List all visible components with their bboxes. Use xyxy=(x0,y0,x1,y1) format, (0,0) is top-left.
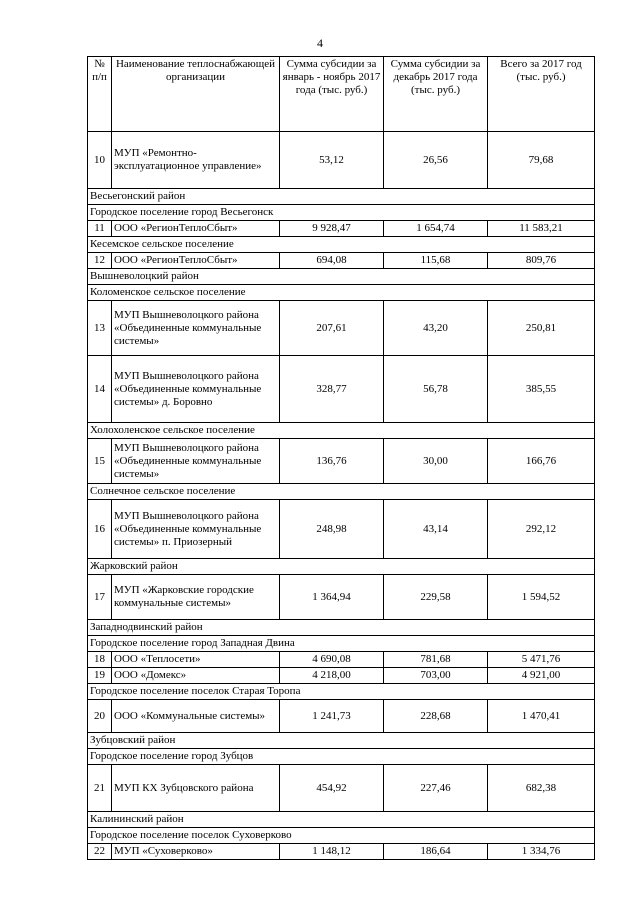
row-number: 19 xyxy=(88,668,112,684)
page-number: 4 xyxy=(317,36,323,50)
row-number: 21 xyxy=(88,765,112,812)
section-row xyxy=(88,269,595,285)
sum-dec: 43,14 xyxy=(384,500,488,559)
section-row xyxy=(88,620,595,636)
section-label: Городское поселение поселок Суховерково xyxy=(88,828,595,844)
sum-total: 166,76 xyxy=(488,439,595,484)
sum-total: 1 470,41 xyxy=(488,700,595,733)
row-number: 18 xyxy=(88,652,112,668)
sum-dec: 227,46 xyxy=(384,765,488,812)
sum-jan-nov: 207,61 xyxy=(280,301,384,356)
sum-jan-nov: 4 218,00 xyxy=(280,668,384,684)
sum-jan-nov: 1 364,94 xyxy=(280,575,384,620)
sum-dec: 229,58 xyxy=(384,575,488,620)
row-number: 12 xyxy=(88,253,112,269)
table-row xyxy=(88,500,595,559)
section-label: Западнодвинский район xyxy=(88,620,595,636)
header-jan-nov: Сумма субсидии за январь - ноябрь 2017 года (тыс. руб.) xyxy=(280,57,384,132)
sum-dec: 1 654,74 xyxy=(384,221,488,237)
org-name: МУП КХ Зубцовского района xyxy=(112,765,280,812)
sum-total: 292,12 xyxy=(488,500,595,559)
sum-dec: 703,00 xyxy=(384,668,488,684)
sum-jan-nov: 328,77 xyxy=(280,356,384,423)
table-row xyxy=(88,439,595,484)
section-label: Кесемское сельское поселение xyxy=(88,237,595,253)
table-header-row xyxy=(88,57,595,132)
section-label: Городское поселение город Весьегонск xyxy=(88,205,595,221)
row-number: 20 xyxy=(88,700,112,733)
table-row xyxy=(88,221,595,237)
sum-dec: 26,56 xyxy=(384,132,488,189)
header-total: Всего за 2017 год (тыс. руб.) xyxy=(488,57,595,132)
section-row xyxy=(88,189,595,205)
section-row xyxy=(88,423,595,439)
table-row xyxy=(88,575,595,620)
section-label: Калининский район xyxy=(88,812,595,828)
sum-dec: 30,00 xyxy=(384,439,488,484)
section-label: Зубцовский район xyxy=(88,733,595,749)
section-row xyxy=(88,237,595,253)
sum-total: 4 921,00 xyxy=(488,668,595,684)
sum-total: 385,55 xyxy=(488,356,595,423)
section-label: Городское поселение город Западная Двина xyxy=(88,636,595,652)
sum-total: 5 471,76 xyxy=(488,652,595,668)
table-row xyxy=(88,652,595,668)
header-dec: Сумма субсидии за декабрь 2017 года (тыс. руб.) xyxy=(384,57,488,132)
row-number: 16 xyxy=(88,500,112,559)
row-number: 17 xyxy=(88,575,112,620)
org-name: МУП «Суховерково» xyxy=(112,844,280,860)
sum-jan-nov: 53,12 xyxy=(280,132,384,189)
row-number: 13 xyxy=(88,301,112,356)
org-name: ООО «Коммунальные системы» xyxy=(112,700,280,733)
section-row xyxy=(88,285,595,301)
sum-dec: 56,78 xyxy=(384,356,488,423)
section-row xyxy=(88,733,595,749)
sum-dec: 115,68 xyxy=(384,253,488,269)
sum-total: 1 334,76 xyxy=(488,844,595,860)
org-name: ООО «РегионТеплоСбыт» xyxy=(112,221,280,237)
section-row xyxy=(88,684,595,700)
table-row xyxy=(88,301,595,356)
section-row xyxy=(88,484,595,500)
sum-total: 809,76 xyxy=(488,253,595,269)
row-number: 11 xyxy=(88,221,112,237)
table-body xyxy=(88,132,595,860)
section-label: Жарковский район xyxy=(88,559,595,575)
org-name: ООО «Домекс» xyxy=(112,668,280,684)
row-number: 15 xyxy=(88,439,112,484)
section-label: Городское поселение город Зубцов xyxy=(88,749,595,765)
sum-dec: 43,20 xyxy=(384,301,488,356)
sum-jan-nov: 4 690,08 xyxy=(280,652,384,668)
row-number: 22 xyxy=(88,844,112,860)
section-label: Коломенское сельское поселение xyxy=(88,285,595,301)
section-label: Городское поселение поселок Старая Торопа xyxy=(88,684,595,700)
org-name: МУП Вышневолоцкого района «Объединенные коммунальные системы» п. Приозерный xyxy=(112,500,280,559)
table-row xyxy=(88,700,595,733)
table-row xyxy=(88,253,595,269)
row-number: 14 xyxy=(88,356,112,423)
sum-jan-nov: 1 241,73 xyxy=(280,700,384,733)
org-name: ООО «Теплосети» xyxy=(112,652,280,668)
section-row xyxy=(88,749,595,765)
table-row xyxy=(88,132,595,189)
sum-total: 682,38 xyxy=(488,765,595,812)
org-name: ООО «РегионТеплоСбыт» xyxy=(112,253,280,269)
row-number: 10 xyxy=(88,132,112,189)
table-row xyxy=(88,765,595,812)
org-name: МУП Вышневолоцкого района «Объединенные коммунальные системы» xyxy=(112,301,280,356)
sum-dec: 228,68 xyxy=(384,700,488,733)
section-row xyxy=(88,828,595,844)
sum-jan-nov: 136,76 xyxy=(280,439,384,484)
sum-jan-nov: 9 928,47 xyxy=(280,221,384,237)
table-row xyxy=(88,844,595,860)
section-label: Вышневолоцкий район xyxy=(88,269,595,285)
org-name: МУП «Ремонтно-эксплуатационное управление» xyxy=(112,132,280,189)
sum-total: 250,81 xyxy=(488,301,595,356)
sum-total: 11 583,21 xyxy=(488,221,595,237)
org-name: МУП Вышневолоцкого района «Объединенные коммунальные системы» xyxy=(112,439,280,484)
sum-total: 1 594,52 xyxy=(488,575,595,620)
subsidy-table xyxy=(87,56,595,860)
sum-jan-nov: 248,98 xyxy=(280,500,384,559)
sum-jan-nov: 454,92 xyxy=(280,765,384,812)
org-name: МУП «Жарковские городские коммунальные системы» xyxy=(112,575,280,620)
sum-jan-nov: 1 148,12 xyxy=(280,844,384,860)
sum-dec: 781,68 xyxy=(384,652,488,668)
sum-total: 79,68 xyxy=(488,132,595,189)
header-org: Наименование теплоснабжающей организации xyxy=(112,57,280,132)
table-row xyxy=(88,668,595,684)
sum-dec: 186,64 xyxy=(384,844,488,860)
section-label: Солнечное сельское поселение xyxy=(88,484,595,500)
sum-jan-nov: 694,08 xyxy=(280,253,384,269)
section-label: Холохоленское сельское поселение xyxy=(88,423,595,439)
org-name: МУП Вышневолоцкого района «Объединенные коммунальные системы» д. Боровно xyxy=(112,356,280,423)
section-row xyxy=(88,205,595,221)
section-row xyxy=(88,559,595,575)
table-row xyxy=(88,356,595,423)
section-row xyxy=(88,812,595,828)
header-num: № п/п xyxy=(88,57,112,132)
section-row xyxy=(88,636,595,652)
section-label: Весьегонский район xyxy=(88,189,595,205)
